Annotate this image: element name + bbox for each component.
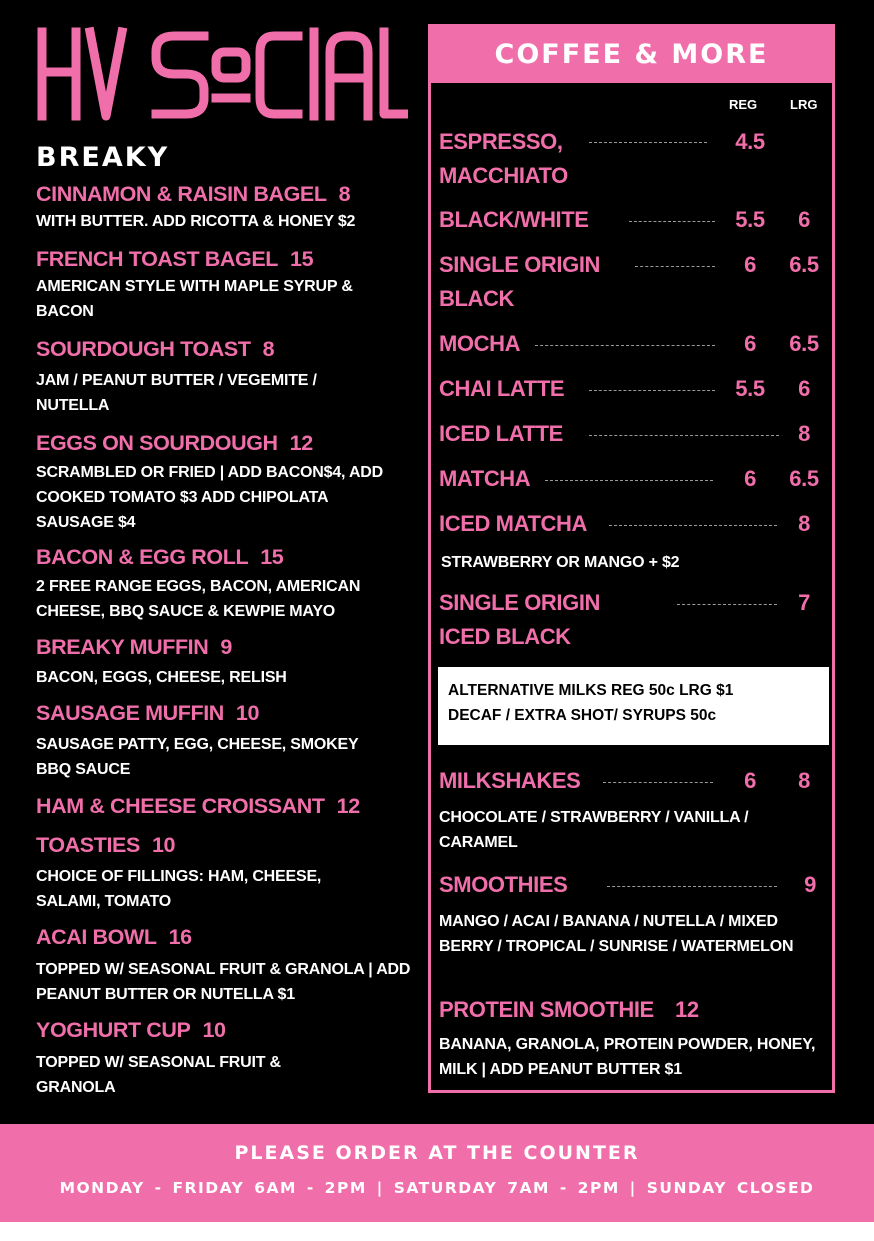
dot-leader: [589, 390, 715, 391]
item-price: 16: [168, 925, 192, 949]
menu-item: [36, 337, 421, 418]
dot-leader: [677, 604, 777, 605]
reg-column-label: REG: [729, 97, 758, 112]
drink-reg-price: 6: [744, 466, 756, 491]
item-price: 10: [202, 1018, 226, 1042]
drink-reg-price: 5.5: [735, 207, 765, 232]
alternative-milks-line: ALTERNATIVE MILKS REG 50c LRG $1: [448, 682, 734, 699]
dot-leader: [609, 525, 777, 526]
item-name: SOURDOUGH TOAST: [36, 337, 251, 361]
dot-leader: [545, 480, 713, 481]
opening-hours: MONDAY - FRIDAY 6AM - 2PM | SATURDAY 7AM - 2PM | SUNDAY CLOSED: [59, 1179, 815, 1197]
menu-item: [36, 635, 421, 690]
drink-lrg-price: 9: [804, 872, 816, 897]
item-price: 10: [151, 833, 176, 857]
footer-banner: [0, 1124, 874, 1222]
item-name: FRENCH TOAST BAGEL: [36, 247, 279, 271]
item-price: 15: [290, 247, 314, 271]
item-description: AMERICAN STYLE WITH MAPLE SYRUP & BACON: [36, 278, 353, 320]
item-description: JAM / PEANUT BUTTER / VEGEMITE / NUTELLA: [36, 372, 317, 414]
drink-reg-price: 6: [744, 768, 756, 793]
item-description: SCRAMBLED OR FRIED | ADD BACON$4, ADD COOKED TOMATO $3 ADD CHIPOLATA SAUSAGE $4: [36, 464, 384, 531]
item-price: 12: [336, 794, 360, 818]
item-name: YOGHURT CUP: [36, 1018, 191, 1042]
menu-item: [36, 182, 421, 234]
brand-logo: [36, 26, 408, 122]
menu-item: [36, 794, 421, 819]
drink-name: CHAI LATTE: [439, 376, 565, 401]
item-description: WITH BUTTER. ADD RICOTTA & HONEY $2: [36, 213, 356, 230]
dot-leader: [589, 435, 779, 436]
item-description: TOPPED W/ SEASONAL FRUIT & GRANOLA | ADD PEANUT BUTTER OR NUTELLA $1: [36, 961, 411, 1003]
item-price: 9: [220, 635, 232, 659]
drink-lrg-price: 6.5: [789, 331, 819, 356]
drink-lrg-price: 6.5: [789, 466, 819, 491]
item-price: 10: [235, 701, 260, 725]
dot-leader: [635, 266, 715, 267]
drink-lrg-price: 6.5: [789, 252, 819, 277]
drink-lrg-price: 6: [798, 376, 810, 401]
drink-reg-price: 6: [744, 252, 756, 277]
drink-reg-price: 5.5: [735, 376, 765, 401]
smoothie-flavours: MANGO / ACAI / BANANA / NUTELLA / MIXED BERRY / TROPICAL / SUNRISE / WATERMELON: [439, 913, 794, 955]
item-description: BACON, EGGS, CHEESE, RELISH: [36, 669, 287, 686]
drink-lrg-price: 6: [798, 207, 810, 232]
coffee-panel: [428, 24, 835, 1093]
milkshake-flavours: CHOCOLATE / STRAWBERRY / VANILLA / CARAMEL: [439, 809, 749, 851]
item-price: 8: [262, 337, 275, 361]
drink-name: SINGLE ORIGIN: [439, 590, 601, 615]
item-name: EGGS ON SOURDOUGH: [36, 431, 278, 455]
item-name: ACAI BOWL: [36, 925, 157, 949]
item-price: 8: [338, 182, 351, 206]
drink-reg-price: 6: [744, 331, 756, 356]
drink-name: SINGLE ORIGIN: [439, 252, 601, 277]
menu-item: [36, 833, 421, 914]
iced-matcha-note: STRAWBERRY OR MANGO + $2: [441, 554, 680, 571]
dot-leader: [589, 142, 707, 143]
drink-reg-price: 4.5: [735, 129, 765, 154]
hv-social-logo-graphic: [36, 26, 408, 122]
drink-lrg-price: 8: [798, 768, 810, 793]
dot-leader: [535, 345, 715, 346]
item-description: 2 FREE RANGE EGGS, BACON, AMERICAN CHEESE, BBQ SAUCE & KEWPIE MAYO: [36, 578, 361, 620]
drink-name: PROTEIN SMOOTHIE: [439, 997, 654, 1022]
drink-name: SMOOTHIES: [439, 872, 568, 897]
drink-name: ICED LATTE: [439, 421, 563, 446]
dot-leader: [607, 886, 777, 887]
item-name: TOASTIES: [36, 833, 140, 857]
extras-note-box: [438, 667, 829, 745]
drink-lrg-price: 7: [798, 590, 810, 615]
drink-name: ICED MATCHA: [439, 511, 587, 536]
item-name: CINNAMON & RAISIN BAGEL: [36, 182, 327, 206]
drink-name-line2: BLACK: [439, 286, 514, 311]
drink-lrg-price: 8: [798, 421, 810, 446]
order-instruction: PLEASE ORDER AT THE COUNTER: [234, 1142, 640, 1164]
item-description: CHOICE OF FILLINGS: HAM, CHEESE, SALAMI, TOMATO: [36, 868, 322, 910]
protein-smoothie-description: BANANA, GRANOLA, PROTEIN POWDER, HONEY, MILK | ADD PEANUT BUTTER $1: [439, 1036, 816, 1078]
item-price: 15: [260, 545, 284, 569]
breaky-section: [36, 142, 421, 1100]
item-description: TOPPED W/ SEASONAL FRUIT & GRANOLA: [36, 1054, 281, 1096]
drink-name-line2: ICED BLACK: [439, 624, 571, 649]
drink-name: MATCHA: [439, 466, 531, 491]
breaky-title: BREAKY: [36, 142, 170, 173]
drink-price: 12: [675, 997, 699, 1022]
menu-item: [36, 247, 421, 324]
item-description: SAUSAGE PATTY, EGG, CHEESE, SMOKEY BBQ SAUCE: [36, 736, 359, 778]
drink-name: MILKSHAKES: [439, 768, 581, 793]
drink-name: MOCHA: [439, 331, 521, 356]
item-price: 12: [289, 431, 313, 455]
menu-item: [36, 925, 421, 1007]
lrg-column-label: LRG: [790, 97, 818, 112]
menu-item: [36, 431, 421, 535]
drink-name-line2: MACCHIATO: [439, 163, 568, 188]
menu-item: [36, 545, 421, 624]
drink-name: ESPRESSO,: [439, 129, 563, 154]
item-name: BACON & EGG ROLL: [36, 545, 249, 569]
drink-name: BLACK/WHITE: [439, 207, 589, 232]
menu-item: [36, 701, 421, 782]
dot-leader: [629, 221, 715, 222]
decaf-extras-line: DECAF / EXTRA SHOT/ SYRUPS 50c: [448, 707, 717, 724]
item-name: BREAKY MUFFIN: [36, 635, 209, 659]
dot-leader: [603, 782, 713, 783]
coffee-title: COFFEE & MORE: [431, 27, 832, 83]
drink-lrg-price: 8: [798, 511, 810, 536]
menu-item: [36, 1018, 421, 1100]
item-name: SAUSAGE MUFFIN: [36, 701, 224, 725]
item-name: HAM & CHEESE CROISSANT: [36, 794, 325, 818]
